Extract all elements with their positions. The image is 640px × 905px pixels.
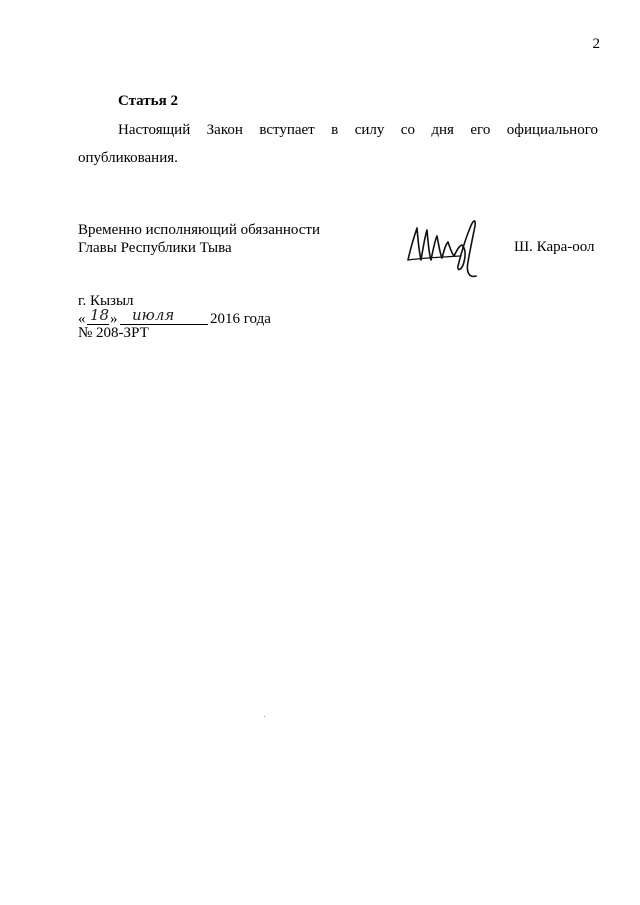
open-quote: « (78, 311, 86, 327)
scan-speck (264, 716, 265, 717)
close-quote: » (110, 311, 118, 327)
signer-name: Ш. Кара-оол (514, 239, 595, 255)
article-heading: Статья 2 (118, 93, 178, 109)
law-number: № 208-ЗРТ (78, 325, 149, 341)
signatory-position-line2: Главы Республики Тыва (78, 240, 232, 256)
date-year: 2016 года (210, 311, 271, 327)
page-number: 2 (592, 36, 600, 52)
article-text: Настоящий Закон вступает в силу со дня его официального опубликования. (78, 122, 598, 166)
signatory-position (78, 221, 320, 257)
date-day: 18 (90, 306, 110, 324)
date-month: июля (132, 306, 175, 324)
handwritten-signature (402, 210, 482, 280)
place-of-signing: г. Кызыл (78, 293, 134, 309)
signatory-position-line1: Временно исполняющий обязанности (78, 222, 321, 238)
